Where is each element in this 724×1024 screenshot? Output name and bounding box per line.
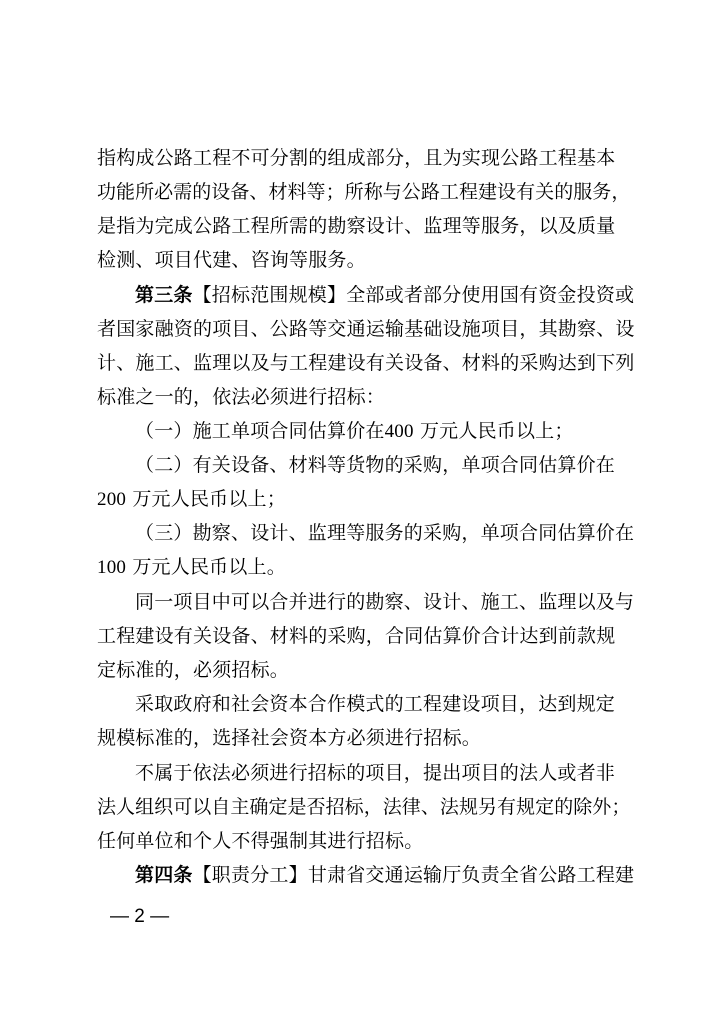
text-line: 定标准的，必须招标。 [97,659,290,681]
item-3-suffix: 万元人民币以上。 [132,556,286,578]
article-3-line [135,278,675,312]
text-line: 计、施工、监理以及与工程建设有关设备、材料的采购达到下列 [97,352,635,374]
item-1-number: 400 [384,421,414,442]
text-line: 工程建设有关设备、材料的采购，合同估算价合计达到前款规 [97,625,616,647]
text-line: 采取政府和社会资本合作模式的工程建设项目，达到规定 [135,693,616,715]
text-line: 不属于依法必须进行招标的项目，提出项目的法人或者非 [135,762,616,784]
list-item-3-continued [97,550,637,584]
article-4-line [135,858,675,892]
item-1-suffix: 万元人民币以上； [419,420,574,442]
list-item-1 [135,414,675,448]
item-1-prefix: （一）施工单项合同估算价在 [135,420,385,442]
page-number: — 2 — [110,906,170,927]
list-item-3: （三）勘察、设计、监理等服务的采购，单项合同估算价在 [135,522,635,544]
item-3-number: 100 [97,557,127,578]
article-4-text: 甘肃省交通运输厅负责全省公路工程建 [307,864,635,886]
list-item-2-continued [97,482,637,516]
text-line: 是指为完成公路工程所需的勘察设计、监理等服务，以及质量 [97,215,616,237]
article-4-heading: 第四条 [135,864,193,886]
text-line: 指构成公路工程不可分割的组成部分，且为实现公路工程基本 [97,147,616,169]
article-3-text: 全部或者部分使用国有资金投资或 [346,284,635,306]
text-line: 法人组织可以自主确定是否招标，法律、法规另有规定的除外； [97,796,631,818]
text-line: 功能所必需的设备、材料等；所称与公路工程建设有关的服务， [97,181,631,203]
article-3-title: 【招标范围规模】 [192,284,347,306]
text-line: 者国家融资的项目、公路等交通运输基础设施项目，其勘察、设 [97,318,635,340]
article-4-title: 【职责分工】 [192,864,308,886]
item-2-number: 200 [97,489,127,510]
item-2-suffix: 万元人民币以上； [132,488,286,510]
article-3-heading: 第三条 [135,284,193,306]
text-line: 规模标准的，选择社会资本方必须进行招标。 [97,727,482,749]
text-line: 标准之一的，依法必须进行招标： [97,386,386,408]
text-line: 同一项目中可以合并进行的勘察、设计、施工、监理以及与 [135,591,635,613]
text-line: 任何单位和个人不得强制其进行招标。 [97,830,424,852]
text-line: 检测、项目代建、咨询等服务。 [97,249,366,271]
list-item-2: （二）有关设备、材料等货物的采购，单项合同估算价在 [135,454,616,476]
